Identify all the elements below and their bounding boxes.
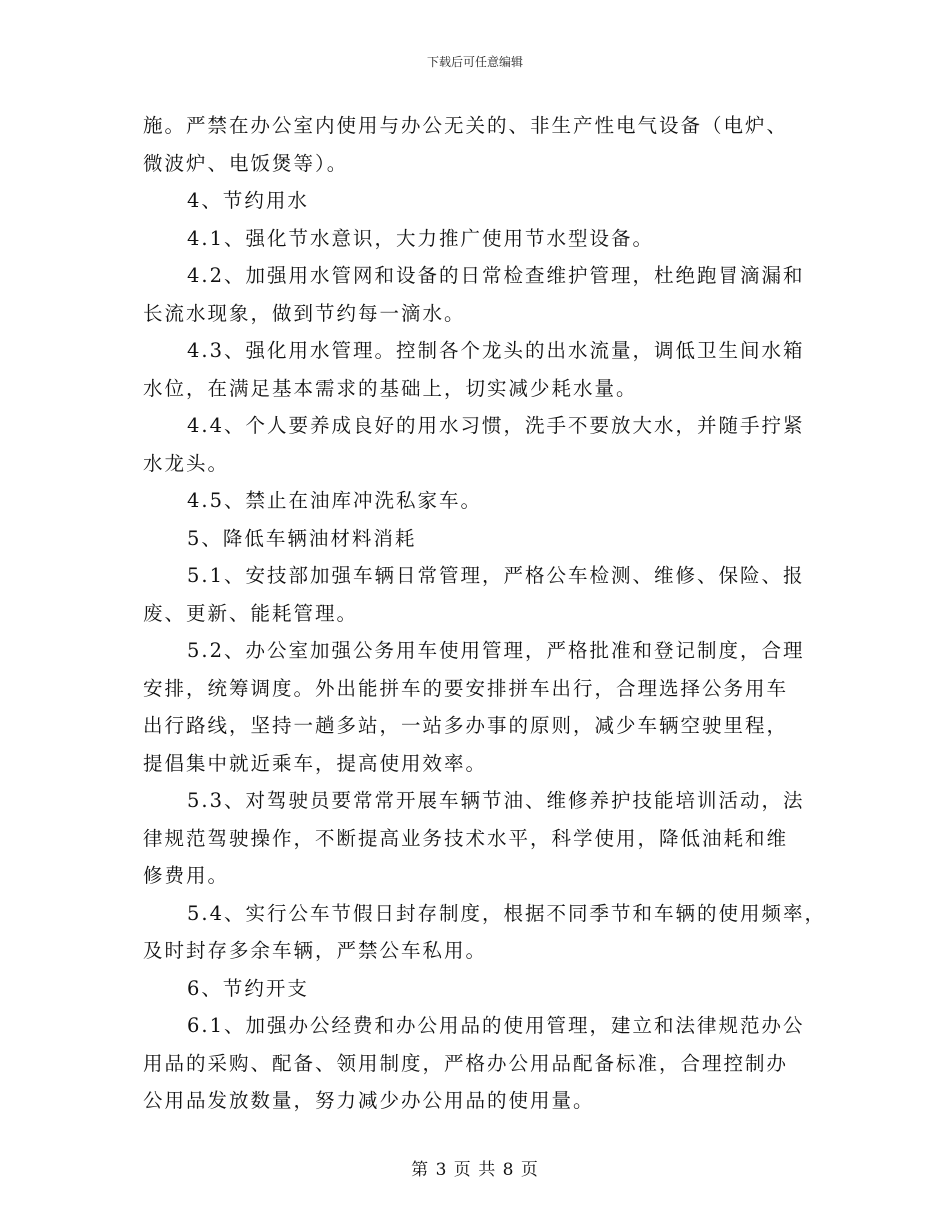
paragraph <box>143 332 811 407</box>
paragraph <box>143 632 811 782</box>
text-line: 水龙头。 <box>143 451 230 475</box>
text-line: 提倡集中就近乘车，提高使用效率。 <box>143 751 488 775</box>
text-line: 微波炉、电饭煲等）。 <box>143 151 349 175</box>
text-line: 公用品发放数量，努力减少办公用品的使用量。 <box>143 1089 595 1112</box>
text-line: 长流水现象，做到节约每一滴水。 <box>143 301 466 325</box>
paragraph <box>143 557 811 632</box>
paragraph <box>143 1007 811 1120</box>
paragraph <box>143 482 811 520</box>
text-line: 6、节约开支 <box>187 976 309 1000</box>
text-line: 6.1、加强办公经费和办公用品的使用管理，建立和法律规范办公 <box>187 1014 805 1037</box>
text-line: 水位，在满足基本需求的基础上，切实减少耗水量。 <box>143 376 638 400</box>
page-number-footer: 第 3 页 共 8 页 <box>411 1160 539 1180</box>
paragraph <box>143 895 827 970</box>
text-line: 4.4、个人要养成良好的用水习惯，洗手不要放大水，并随手拧紧 <box>187 414 805 437</box>
paragraph <box>143 257 811 332</box>
section-heading-4 <box>143 182 811 220</box>
text-line: 5.1、安技部加强车辆日常管理，严格公车检测、维修、保险、报 <box>187 564 805 587</box>
text-line: 4、节约用水 <box>187 189 309 212</box>
text-line: 律规范驾驶操作，不断提高业务技术水平，科学使用，降低油耗和维 <box>143 826 789 850</box>
text-line: 及时封存多余车辆，严禁公车私用。 <box>143 939 488 962</box>
paragraph <box>143 107 811 182</box>
text-line: 废、更新、能耗管理。 <box>143 601 359 625</box>
text-line: 5、降低车辆油材料消耗 <box>187 526 417 550</box>
document-body <box>143 107 827 1120</box>
text-line: 4.3、强化用水管理。控制各个龙头的出水流量，调低卫生间水箱 <box>187 339 805 362</box>
page-header: 下载后可任意编辑 <box>426 55 523 69</box>
section-heading-6 <box>143 970 811 1008</box>
text-line: 4.2、加强用水管网和设备的日常检查维护管理，杜绝跑冒滴漏和 <box>187 264 805 287</box>
text-line: 出行路线，坚持一趟多站，一站多办事的原则，减少车辆空驶里程， <box>143 714 789 737</box>
text-line: 4.1、强化节水意识，大力推广使用节水型设备。 <box>187 226 655 250</box>
text-line: 用品的采购、配备、领用制度，严格办公用品配备标准，合理控制办 <box>143 1051 789 1075</box>
paragraph <box>143 782 811 895</box>
paragraph <box>143 407 811 482</box>
text-line: 施。严禁在办公室内使用与办公无关的、非生产性电气设备（电炉、 <box>143 114 789 137</box>
text-line: 5.3、对驾驶员要常常开展车辆节油、维修养护技能培训活动，法 <box>187 789 805 812</box>
text-line: 5.4、实行公车节假日封存制度，根据不同季节和车辆的使用频率， <box>187 901 827 925</box>
text-line: 安排，统筹调度。外出能拼车的要安排拼车出行，合理选择公务用车 <box>143 676 789 700</box>
text-line: 5.2、办公室加强公务用车使用管理，严格批准和登记制度，合理 <box>187 639 805 662</box>
text-line: 4.5、禁止在油库冲洗私家车。 <box>187 489 483 512</box>
section-heading-5 <box>143 520 811 558</box>
text-line: 修费用。 <box>143 864 230 887</box>
paragraph <box>143 220 811 258</box>
